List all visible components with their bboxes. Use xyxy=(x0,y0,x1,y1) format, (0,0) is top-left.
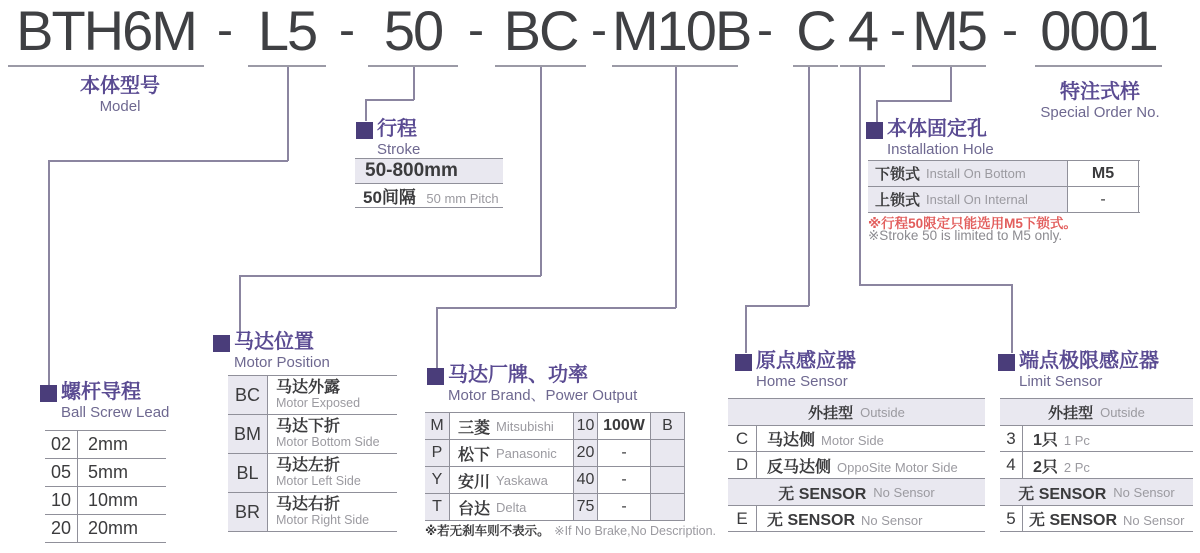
home-code: E xyxy=(728,506,757,531)
underline-home-sensor xyxy=(793,65,838,67)
position-en: Motor Bottom Side xyxy=(276,434,380,449)
special-order-label-zh: 特注式样 xyxy=(1060,81,1140,103)
brand-code: T xyxy=(425,494,450,520)
power-value: - xyxy=(598,467,651,493)
brand-note xyxy=(425,521,716,540)
brand-zh: 三菱 xyxy=(458,419,491,437)
brake-code xyxy=(651,440,685,466)
power-value: - xyxy=(598,494,651,520)
square-bullet-icon xyxy=(998,354,1015,371)
install-bottom-en: Install On Bottom xyxy=(926,166,1026,181)
home-code: C xyxy=(728,426,757,451)
limit-group-none xyxy=(1000,479,1193,506)
position-title-en: Motor Position xyxy=(234,354,330,371)
model-segment-home-sensor: C xyxy=(796,0,835,62)
connector-stroke xyxy=(365,99,414,101)
position-row xyxy=(228,493,397,532)
position-table xyxy=(228,375,397,532)
model-segment-limit-sensor: 4 xyxy=(847,0,878,62)
home-outside-en: Outside xyxy=(860,404,905,420)
brake-code xyxy=(651,467,685,493)
square-bullet-icon xyxy=(427,368,444,385)
brand-title-zh: 马达厂牌、功率 xyxy=(448,364,588,386)
brand-table xyxy=(425,412,685,521)
lead-row xyxy=(45,487,166,515)
model-segment-install-hole: M5 xyxy=(912,0,986,62)
model-dash: - xyxy=(468,4,484,57)
lead-title xyxy=(40,380,169,422)
connector-install xyxy=(950,67,952,101)
brand-en: Panasonic xyxy=(496,445,557,461)
connector-stroke xyxy=(413,67,415,100)
stroke-range: 50-800mm xyxy=(365,160,458,181)
limit-sensor-table xyxy=(1000,398,1193,532)
lead-value: 2mm xyxy=(88,434,128,454)
brand-code: P xyxy=(425,440,450,466)
square-bullet-icon xyxy=(356,122,373,139)
connector-brand xyxy=(436,307,676,309)
limit-none-en: No Sensor xyxy=(1113,484,1175,500)
limit-outside-en: Outside xyxy=(1100,404,1145,420)
power-value: - xyxy=(598,440,651,466)
power-code: 10 xyxy=(574,413,598,439)
connector-position xyxy=(540,67,542,276)
brand-row xyxy=(425,467,685,494)
lead-row xyxy=(45,431,166,459)
brand-zh: 松下 xyxy=(458,446,491,464)
home-group-none xyxy=(728,479,985,506)
model-dash: - xyxy=(757,4,773,57)
home-title-en: Home Sensor xyxy=(756,373,848,390)
limit-code: 3 xyxy=(1000,426,1023,451)
brand-code: Y xyxy=(425,467,450,493)
limit-zh: 1只 xyxy=(1033,432,1058,449)
lead-row xyxy=(45,515,166,543)
position-row xyxy=(228,415,397,454)
position-zh: 马达外露 xyxy=(276,379,341,397)
connector-limit xyxy=(859,284,1013,286)
brand-en: Delta xyxy=(496,499,527,515)
home-zh: 反马达侧 xyxy=(767,458,832,476)
home-row-none xyxy=(728,506,985,532)
brand-en: Mitsubishi xyxy=(496,418,554,434)
lead-row xyxy=(45,459,166,487)
position-code: BC xyxy=(228,376,268,414)
brand-row xyxy=(425,494,685,521)
position-en: Motor Exposed xyxy=(276,395,361,410)
lead-value: 5mm xyxy=(88,462,128,482)
stroke-title-zh: 行程 xyxy=(377,118,417,140)
install-bottom-zh: 下锁式 xyxy=(875,166,921,183)
install-internal-en: Install On Internal xyxy=(926,192,1028,207)
model-label-en: Model xyxy=(99,98,141,115)
position-zh: 马达左折 xyxy=(276,457,341,475)
stroke-title xyxy=(356,117,420,159)
lead-value: 20mm xyxy=(88,518,139,538)
install-internal-value: - xyxy=(1068,187,1139,212)
install-internal-zh: 上锁式 xyxy=(875,192,921,209)
limit-code: 4 xyxy=(1000,452,1023,478)
position-row xyxy=(228,454,397,493)
connector-position xyxy=(239,275,541,277)
home-group-outside xyxy=(728,399,985,426)
limit-row-none xyxy=(1000,506,1193,532)
position-en: Motor Left Side xyxy=(276,473,361,488)
limit-none-zh: 无 SENSOR xyxy=(1018,485,1107,503)
power-code: 40 xyxy=(574,467,598,493)
limit-en: 1 Pc xyxy=(1063,433,1090,448)
brand-zh: 台达 xyxy=(458,500,491,518)
home-en: Motor Side xyxy=(821,433,884,448)
connector-limit xyxy=(1011,284,1013,353)
lead-code: 10 xyxy=(45,487,78,514)
home-none-zh: 无 SENSOR xyxy=(778,485,867,503)
home-code: D xyxy=(728,452,757,478)
connector-brand xyxy=(675,67,677,308)
brake-code: B xyxy=(651,413,685,439)
model-segment-body: BTH6M xyxy=(16,0,196,62)
model-dash: - xyxy=(591,4,607,57)
brand-code: M xyxy=(425,413,450,439)
limit-zh: 无 SENSOR xyxy=(1029,512,1118,529)
connector-home xyxy=(745,305,747,353)
install-note-en: ※Stroke 50 is limited to M5 only. xyxy=(868,228,1063,243)
underline-body xyxy=(8,65,204,67)
connector-install xyxy=(876,100,952,102)
install-title xyxy=(866,117,994,159)
square-bullet-icon xyxy=(866,122,883,139)
square-bullet-icon xyxy=(40,385,57,402)
limit-code: 5 xyxy=(1000,506,1023,531)
install-note-zh: ※行程50限定只能选用M5下锁式。 xyxy=(868,216,1077,231)
underline-special-order xyxy=(1035,65,1162,67)
underline-install-hole xyxy=(912,65,986,67)
home-row xyxy=(728,452,985,479)
lead-code: 02 xyxy=(45,431,78,458)
position-en: Motor Right Side xyxy=(276,512,370,527)
brand-row xyxy=(425,413,685,440)
stroke-pitch-zh: 50间隔 xyxy=(363,188,416,207)
position-code: BR xyxy=(228,493,268,531)
brand-row xyxy=(425,440,685,467)
power-code: 75 xyxy=(574,494,598,520)
limit-row xyxy=(1000,452,1193,479)
brand-note-en: ※If No Brake,No Description. xyxy=(554,524,717,538)
position-code: BM xyxy=(228,415,268,453)
underline-limit-sensor xyxy=(840,65,885,67)
connector-position xyxy=(239,275,241,334)
limit-title xyxy=(998,349,1159,391)
limit-title-zh: 端点极限感应器 xyxy=(1019,350,1159,372)
stroke-pitch-row xyxy=(355,184,503,208)
model-label xyxy=(25,75,215,116)
home-en: OppoSite Motor Side xyxy=(837,459,958,475)
limit-en: No Sensor xyxy=(1123,513,1185,528)
model-segment-position: BC xyxy=(503,0,578,62)
lead-table xyxy=(45,430,166,543)
stroke-table xyxy=(355,158,503,208)
limit-group-outside xyxy=(1000,399,1193,426)
model-label-zh: 本体型号 xyxy=(80,75,160,97)
connector-limit xyxy=(859,67,861,285)
stroke-title-en: Stroke xyxy=(377,141,421,158)
connector-lead xyxy=(287,67,289,161)
model-segment-stroke: 50 xyxy=(383,0,443,62)
power-value: 100W xyxy=(598,413,651,439)
stroke-range-row xyxy=(355,159,503,184)
brand-title xyxy=(427,363,637,405)
square-bullet-icon xyxy=(735,354,752,371)
limit-outside-zh: 外挂型 xyxy=(1048,404,1094,422)
position-code: BL xyxy=(228,454,268,492)
model-segment-brand: M10B xyxy=(612,0,751,62)
lead-title-en: Ball Screw Lead xyxy=(61,404,170,421)
limit-row xyxy=(1000,426,1193,452)
stroke-pitch-en: 50 mm Pitch xyxy=(426,191,499,206)
brake-code xyxy=(651,494,685,520)
power-code: 20 xyxy=(574,440,598,466)
limit-zh: 2只 xyxy=(1033,458,1058,476)
home-title-zh: 原点感应器 xyxy=(756,350,856,372)
special-order-label-en: Special Order No. xyxy=(1040,104,1160,121)
model-dash: - xyxy=(339,4,355,57)
position-title-zh: 马达位置 xyxy=(234,331,314,353)
home-title xyxy=(735,349,856,391)
home-zh: 马达侧 xyxy=(767,432,816,449)
position-zh: 马达下折 xyxy=(276,418,341,436)
brand-zh: 安川 xyxy=(458,473,491,491)
brand-note-zh: ※若无刹车则不表示。 xyxy=(425,524,550,538)
limit-title-en: Limit Sensor xyxy=(1019,373,1103,390)
model-dash: - xyxy=(1002,4,1018,57)
home-sensor-table xyxy=(728,398,985,532)
position-row xyxy=(228,376,397,415)
install-bottom-value: M5 xyxy=(1068,161,1139,186)
special-order-label xyxy=(1010,81,1190,122)
home-en: No Sensor xyxy=(861,513,923,528)
install-table xyxy=(868,160,1140,213)
brand-title-en: Motor Brand、Power Output xyxy=(448,387,638,404)
home-row xyxy=(728,426,985,452)
position-zh: 马达右折 xyxy=(276,496,341,514)
brand-en: Yaskawa xyxy=(496,472,548,488)
install-title-zh: 本体固定孔 xyxy=(887,118,987,140)
model-segment-lead: L5 xyxy=(257,0,317,62)
install-title-en: Installation Hole xyxy=(887,141,994,158)
connector-home xyxy=(745,305,809,307)
limit-en: 2 Pc xyxy=(1063,459,1090,475)
model-dash: - xyxy=(890,4,906,57)
lead-title-zh: 螺杆导程 xyxy=(61,381,141,403)
square-bullet-icon xyxy=(213,335,230,352)
home-zh: 无 SENSOR xyxy=(767,512,856,529)
lead-code: 20 xyxy=(45,515,78,542)
model-dash: - xyxy=(217,4,233,57)
install-row-internal xyxy=(868,187,1140,213)
connector-brand xyxy=(436,307,438,368)
lead-code: 05 xyxy=(45,459,78,486)
connector-home xyxy=(808,67,810,306)
lead-value: 10mm xyxy=(88,490,139,510)
connector-lead xyxy=(48,160,288,162)
position-title xyxy=(213,330,330,372)
home-outside-zh: 外挂型 xyxy=(808,404,854,422)
home-none-en: No Sensor xyxy=(873,484,935,500)
model-segment-special-order: 0001 xyxy=(1040,0,1157,62)
connector-lead xyxy=(48,160,50,385)
install-row-bottom xyxy=(868,161,1140,187)
